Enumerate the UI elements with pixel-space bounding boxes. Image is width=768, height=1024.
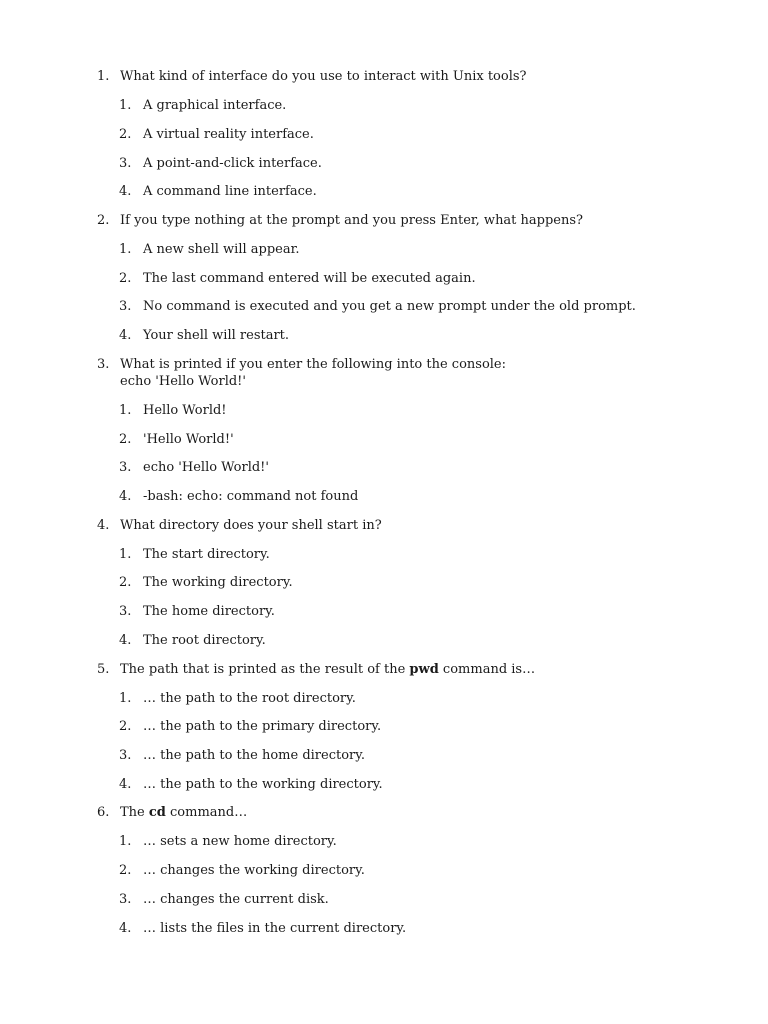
question-item [0, 68, 768, 200]
answer-option [0, 833, 768, 850]
answer-option [0, 632, 768, 649]
answer-option [0, 488, 768, 505]
answer-option [0, 183, 768, 200]
option-text: A command line interface. [143, 184, 317, 200]
option-number: 3. [119, 155, 132, 171]
question-list [0, 68, 768, 948]
question-number: 5. [97, 661, 110, 677]
answer-option [0, 155, 768, 172]
question-text [120, 68, 768, 85]
option-number: 4. [119, 489, 132, 505]
answer-option [0, 862, 768, 879]
command-name: cd [148, 805, 166, 821]
option-text: The last command entered will be executed again. [143, 270, 476, 286]
question-text-segment: What directory does your shell start in? [120, 517, 382, 533]
option-number: 4. [119, 776, 132, 792]
option-number: 2. [119, 270, 132, 286]
option-number: 2. [119, 719, 132, 735]
option-number: 1. [119, 402, 132, 418]
option-text: … the path to the working directory. [143, 776, 383, 792]
option-text: A point-and-click interface. [143, 155, 322, 171]
answer-options [0, 241, 768, 344]
question-item [0, 356, 768, 505]
option-number: 2. [119, 431, 132, 447]
answer-option [0, 776, 768, 793]
question-text [120, 517, 768, 534]
question-text-segment: What is printed if you enter the following into the console: echo 'Hello World!' [120, 356, 507, 389]
answer-option [0, 241, 768, 258]
option-text: … the path to the home directory. [143, 748, 365, 764]
question-text-segment: If you type nothing at the prompt and you press Enter, what happens? [120, 212, 584, 228]
answer-option [0, 603, 768, 620]
answer-options [0, 833, 768, 936]
option-text: … changes the working directory. [143, 863, 365, 879]
option-number: 4. [119, 328, 132, 344]
question-item [0, 661, 768, 793]
question-text-segment: command… [165, 805, 248, 821]
answer-option [0, 126, 768, 143]
option-number: 4. [119, 920, 132, 936]
answer-options [0, 402, 768, 505]
option-text: Hello World! [143, 402, 227, 418]
answer-option [0, 327, 768, 344]
option-number: 1. [119, 690, 132, 706]
answer-option [0, 270, 768, 287]
question-text [120, 212, 768, 229]
question-number: 1. [97, 69, 110, 84]
answer-option [0, 690, 768, 707]
option-text: A virtual reality interface. [143, 126, 314, 142]
option-text: A new shell will appear. [143, 241, 300, 257]
answer-option [0, 459, 768, 476]
answer-options [0, 546, 768, 649]
option-number: 3. [119, 748, 132, 764]
question-text [120, 661, 768, 678]
question-item [0, 212, 768, 344]
option-number: 2. [119, 863, 132, 879]
option-text: Your shell will restart. [143, 328, 290, 344]
question-text-segment: What kind of interface do you use to interact with Unix tools? [120, 69, 527, 84]
option-text: … sets a new home directory. [143, 834, 337, 850]
question-number: 3. [97, 356, 110, 372]
option-text: … the path to the root directory. [143, 690, 356, 706]
answer-option [0, 298, 768, 315]
option-number: 1. [119, 98, 132, 113]
option-number: 4. [119, 633, 132, 649]
question-text [120, 356, 768, 390]
option-text: … the path to the primary directory. [143, 719, 382, 735]
answer-option [0, 920, 768, 937]
question-number: 2. [97, 212, 110, 228]
option-number: 4. [119, 184, 132, 200]
question-number: 6. [97, 805, 110, 821]
option-number: 3. [119, 892, 132, 908]
option-text: … lists the files in the current directory. [143, 920, 407, 936]
answer-option [0, 431, 768, 448]
answer-option [0, 891, 768, 908]
question-number: 4. [97, 517, 110, 533]
answer-option [0, 402, 768, 419]
option-text: The root directory. [143, 633, 266, 649]
option-text: -bash: echo: command not found [143, 489, 359, 505]
option-text: The start directory. [143, 546, 270, 562]
option-text: The working directory. [143, 575, 293, 591]
answer-options [0, 690, 768, 793]
answer-option [0, 718, 768, 735]
question-text [120, 804, 768, 821]
command-name: pwd [409, 661, 439, 677]
question-item [0, 517, 768, 649]
answer-option [0, 97, 768, 114]
option-number: 1. [119, 546, 132, 562]
question-text-segment: command is… [438, 661, 536, 677]
option-text: A graphical interface. [143, 98, 287, 113]
option-text: No command is executed and you get a new prompt under the old prompt. [143, 299, 636, 315]
option-text: The home directory. [143, 604, 275, 620]
option-text: … changes the current disk. [143, 892, 329, 908]
option-number: 2. [119, 575, 132, 591]
option-text: echo 'Hello World!' [143, 460, 269, 476]
answer-option [0, 574, 768, 591]
option-number: 1. [119, 241, 132, 257]
question-item [0, 804, 768, 936]
answer-options [0, 97, 768, 200]
question-text-segment: The [120, 805, 149, 821]
option-number: 3. [119, 460, 132, 476]
answer-option [0, 546, 768, 563]
option-number: 3. [119, 604, 132, 620]
option-number: 1. [119, 834, 132, 850]
option-number: 2. [119, 126, 132, 142]
question-text-segment: The path that is printed as the result of the [120, 661, 410, 677]
option-number: 3. [119, 299, 132, 315]
answer-option [0, 747, 768, 764]
option-text: 'Hello World!' [143, 431, 234, 447]
